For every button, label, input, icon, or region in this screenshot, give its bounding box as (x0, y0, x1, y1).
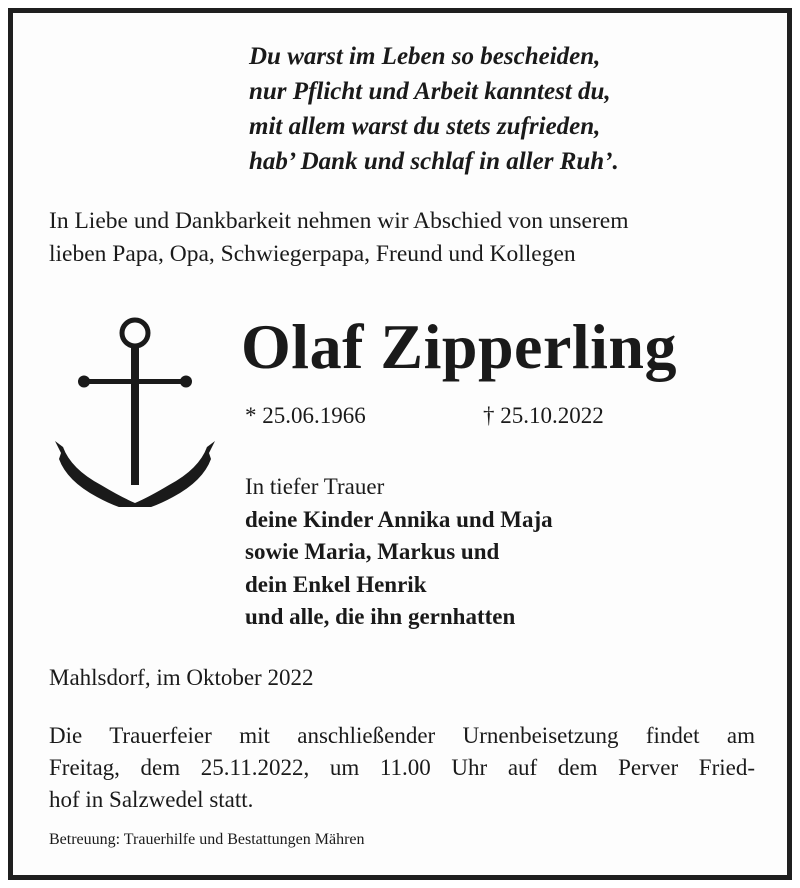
mourner-line: dein Enkel Henrik (245, 571, 427, 597)
birth-date: * 25.06.1966 (245, 403, 366, 428)
poem-line: nur Pflicht und Arbeit kanntest du, (249, 78, 611, 105)
ceremony-notice (49, 720, 755, 816)
poem-line: Du warst im Leben so bescheiden, (249, 43, 601, 70)
ceremony-line: Die Trauerfeier mit anschließender Urnenbeisetzung findet am (49, 723, 755, 748)
poem-line: mit allem warst du stets zufrieden, (249, 113, 601, 140)
memorial-poem (249, 39, 619, 179)
mourner-line: deine Kinder Annika und Maja (245, 506, 553, 532)
farewell-intro (49, 205, 629, 271)
mourning-heading: In tiefer Trauer (245, 474, 385, 499)
intro-line: In Liebe und Dankbarkeit nehmen wir Abschied von unserem (49, 208, 629, 234)
mourner-line: und alle, die ihn gernhatten (245, 604, 516, 629)
place-and-date: Mahlsdorf, im Oktober 2022 (49, 665, 314, 690)
mourners-block (245, 471, 553, 634)
anchor-icon (53, 311, 217, 507)
poem-line: hab’ Dank und schlaf in aller Ruh’. (249, 148, 619, 175)
ceremony-line: Freitag, dem 25.11.2022, um 11.00 Uhr auf dem Perver Fried- (49, 755, 755, 780)
deceased-name: Olaf Zipperling (241, 311, 677, 382)
death-date: † 25.10.2022 (483, 403, 604, 428)
funeral-home-credit: Betreuung: Trauerhilfe und Bestattungen Mähren (49, 831, 365, 848)
obituary-frame (8, 8, 792, 880)
intro-line: lieben Papa, Opa, Schwiegerpapa, Freund und Kollegen (49, 241, 576, 267)
mourner-line: sowie Maria, Markus und (245, 539, 500, 564)
ceremony-line: hof in Salzwedel statt. (49, 787, 254, 812)
